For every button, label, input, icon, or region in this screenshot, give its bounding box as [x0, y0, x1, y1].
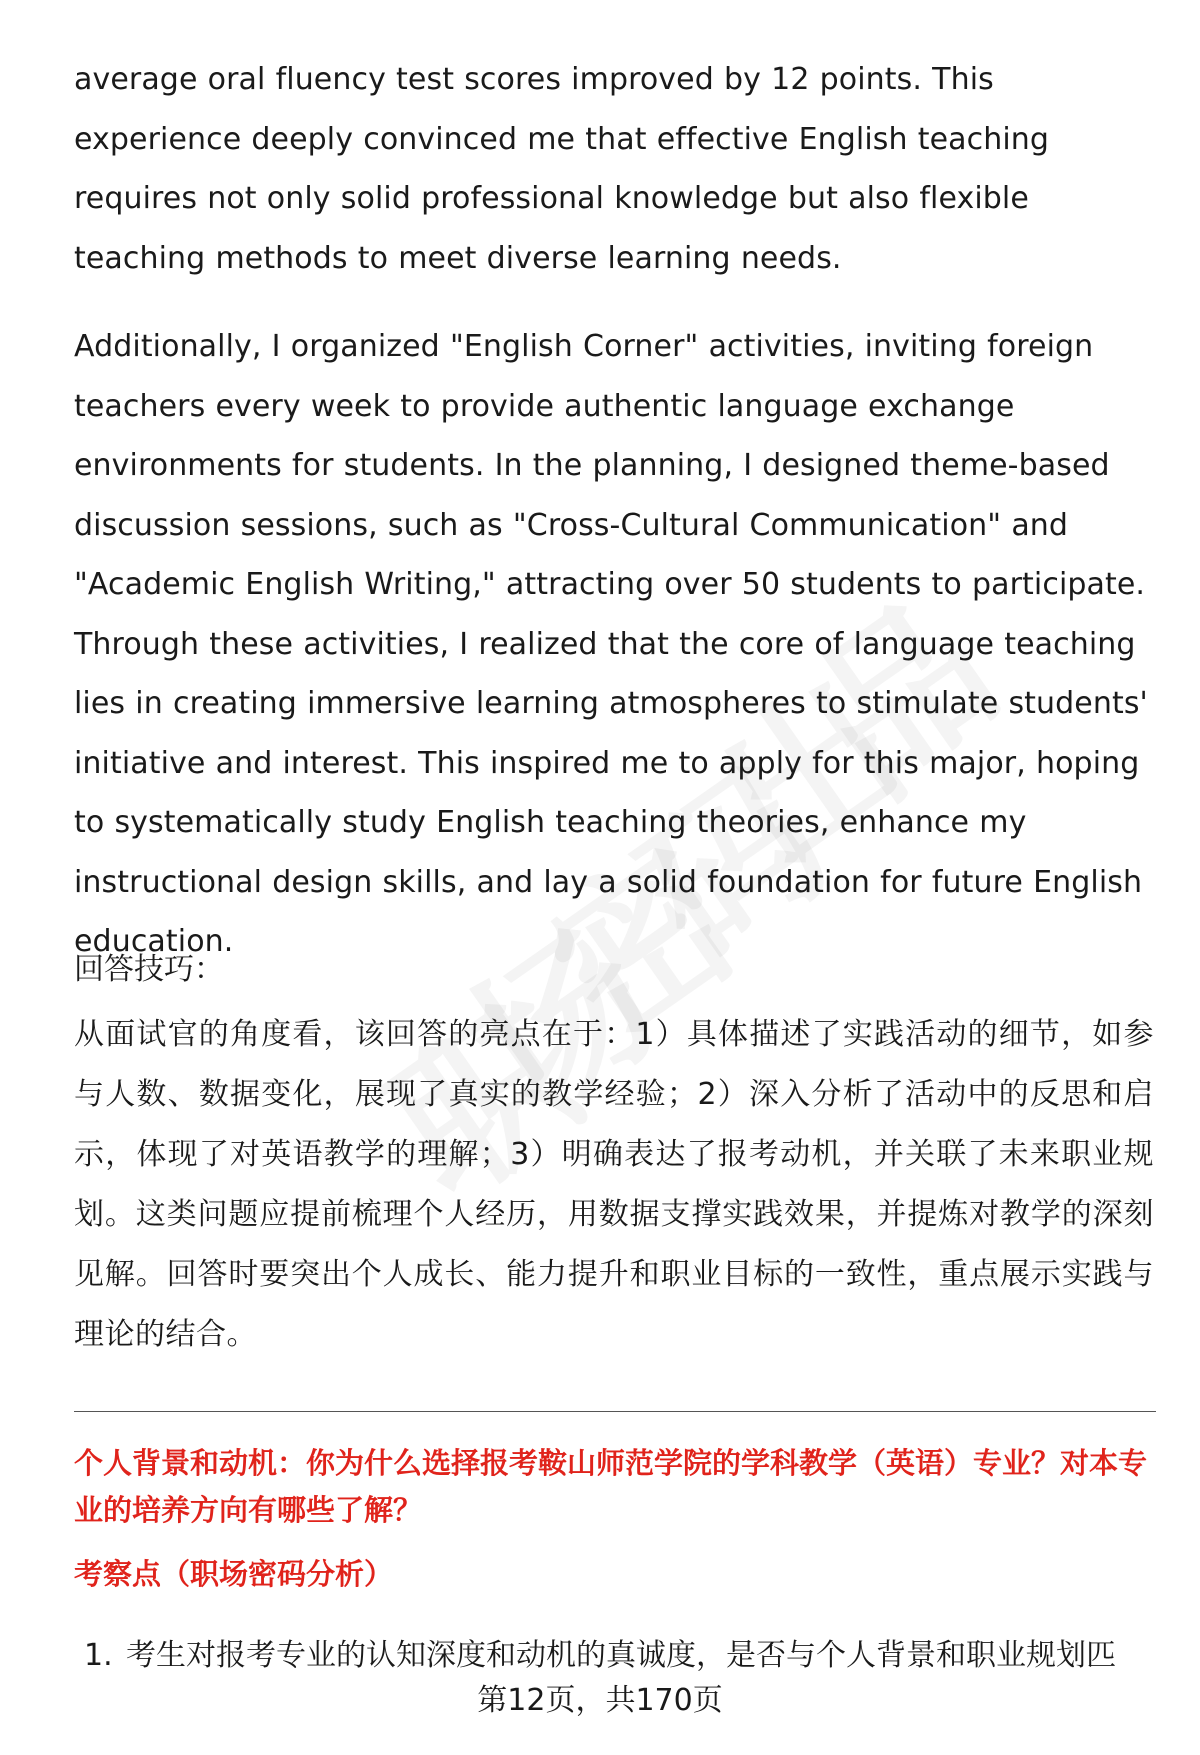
answer-paragraph: Additionally, I organized "English Corner" activities, inviting foreign teachers every week to provide authentic language exchange environments for students. In the planning, I designed theme-based discussion sessions, such as "Cross-Cultural Communication" and "Academic English Writing," attracting over 50 students to participate. Through these activities, I realized that the core of language teaching lies in creating immersive learning atmospheres to stimulate students' initiative and interest. This inspired me to apply for this major, hoping to systematically study English teaching theories, enhance my instructional design skills, and lay a solid foundation for future English education. — [74, 329, 1148, 959]
question-heading: 个人背景和动机：你为什么选择报考鞍山师范学院的学科教学（英语）专业？对本专业的培养方向有哪些了解？ — [74, 1446, 1148, 1527]
list-item-number: 1. — [84, 1638, 113, 1673]
page-footer: 第12页，共170页 — [477, 1683, 723, 1718]
answer-paragraph: average oral fluency test scores improved by 12 points. This experience deeply convinced me that effective English teaching requires not only solid professional knowledge but also flexible teaching methods to meet diverse learning needs. — [74, 62, 1050, 276]
list-item-text: 考生对报考专业的认知深度和动机的真诚度，是否与个人背景和职业规划匹 — [126, 1638, 1116, 1673]
section-divider — [74, 1411, 1156, 1412]
points-list — [84, 1631, 1144, 1681]
list-item — [84, 1631, 1144, 1681]
tips-text: 从面试官的角度看，该回答的亮点在于：1）具体描述了实践活动的细节，如参与人数、数据变化，展现了真实的教学经验；2）深入分析了活动中的反思和启示，体现了对英语教学的理解；3）明确表达了报考动机，并关联了未来职业规划。这类问题应提前梳理个人经历，用数据支撑实践效果，并提炼对教学的深刻见解。回答时要突出个人成长、能力提升和职业目标的一致性，重点展示实践与理论的结合。 — [74, 1017, 1154, 1352]
section-title: 考察点（职场密码分析） — [74, 1557, 394, 1591]
document-page — [74, 0, 1154, 1755]
tips-label: 回答技巧： — [74, 952, 224, 987]
